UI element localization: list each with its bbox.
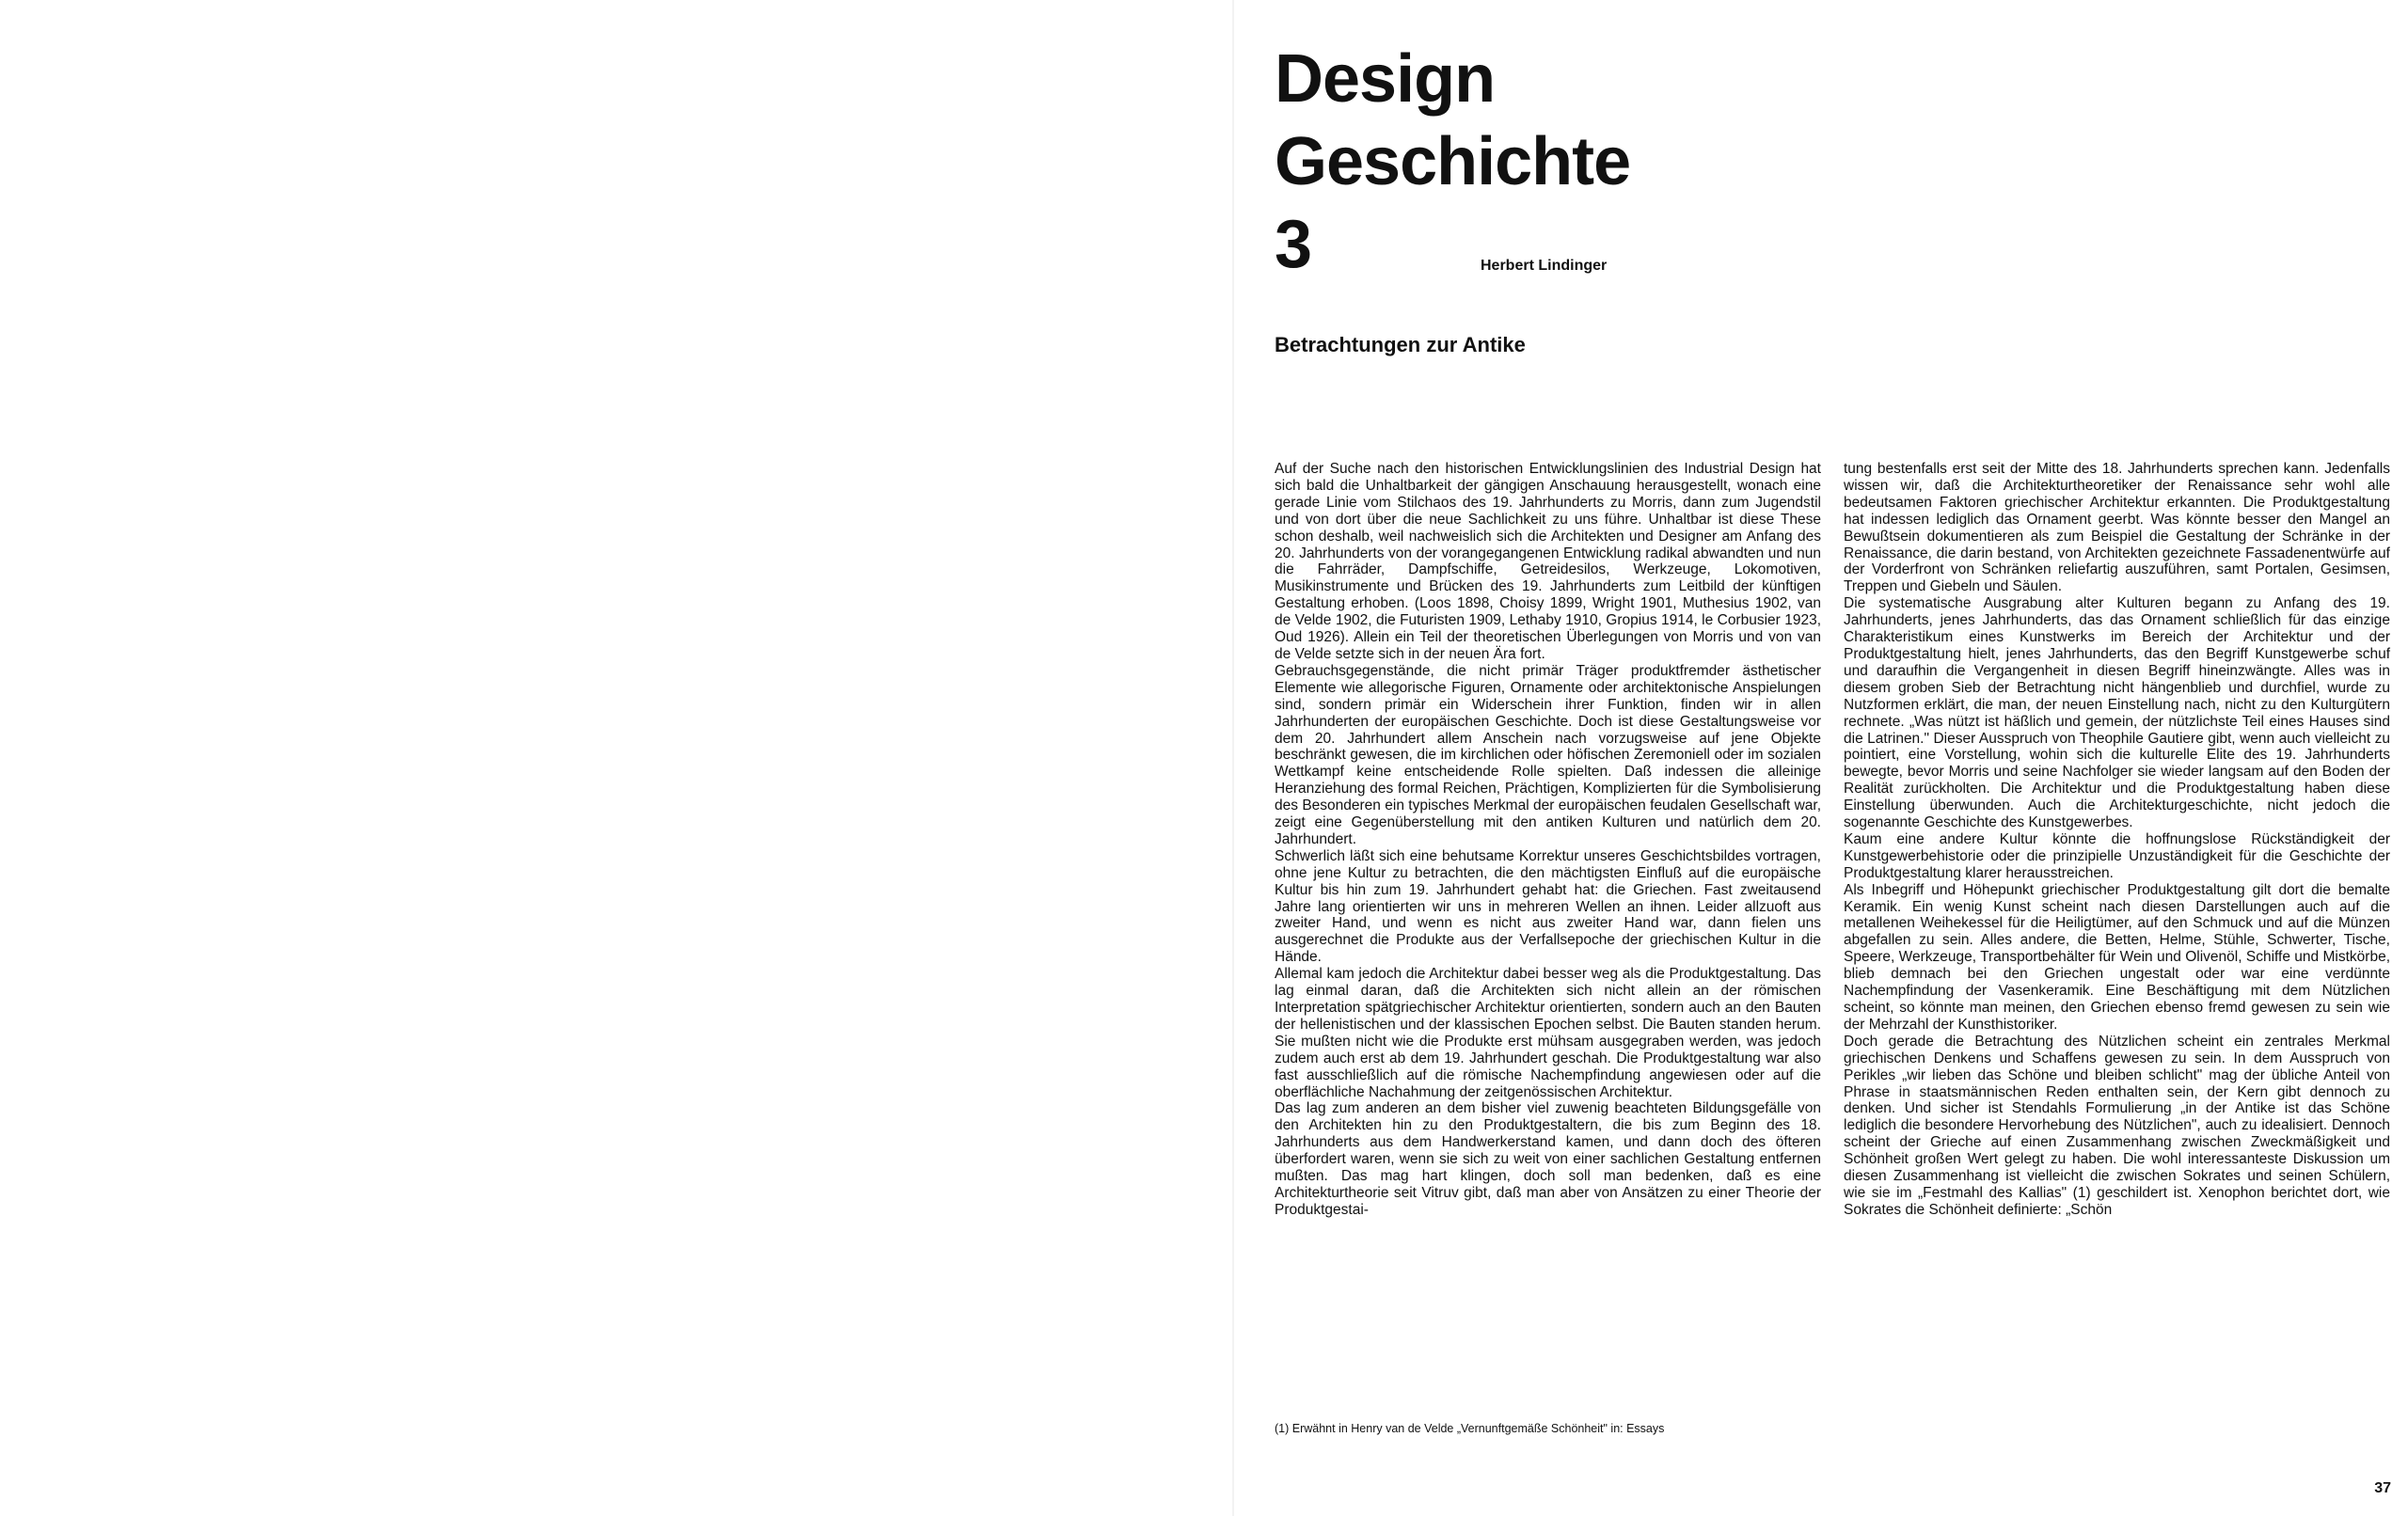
title-number: 3 xyxy=(1275,207,1312,282)
footnote: (1) Erwähnt in Henry van de Velde „Vernunftgemäße Schönheit" in: Essays xyxy=(1275,1422,1665,1435)
paragraph: Die systematische Ausgrabung alter Kulturen begann zu Anfang des 19. Jahrhunderts, jenes Jahrhunderts, das das Ornament schließlich für das einzige Charakteristikum eines Kunstwerks im Bereich der Architektur und der Produktgestaltung hielt, jenes Jahrhunderts, das den Begriff Kunstgewerbe schuf und daraufhin die Vergangenheit in diesen Begriff hineinzwängte. Alles was in diesem groben Sieb der Betrachtung nicht hängenblieb und durchfiel, wurde zu Nutzformen erklärt, die man, der neuen Einstellung nach, nicht zu den Kulturgütern rechnete. „Was nützt ist häßlich und gemein, der nützlichste Teil eines Hauses sind die Latrinen." Dieser Ausspruch von Theophile Gautiere gibt, wenn auch vielleicht zu pointiert, eine Vorstellung, wohin sich die kulturelle Elite des 19. Jahrhunderts bewegte, bevor Morris und seine Nachfolger sie wieder langsam auf den Boden der Realität zurückholten. Die Architektur und die Produktgestaltung haben diese Einstellung überwunden. Auch die Architekturgeschichte, nicht jedoch die sogenannte Geschichte des Kunstgewerbes. xyxy=(1844,595,2390,831)
paragraph: Allemal kam jedoch die Architektur dabei besser weg als die Produktgestaltung. Das lag einmal daran, daß die Architekten sich nicht allein an der römischen Interpretation spätgriechischer Architektur orientierten, sondern auch an den Bauten der hellenistischen und der klassischen Epochen selbst. Die Bauten standen herum. Sie mußten nicht wie die Produkte erst mühsam ausgegraben werden, was jedoch zudem auch erst ab dem 19. Jahrhundert geschah. Die Produktgestaltung war also fast ausschließlich auf die römische Nachempfindung angewiesen oder auf die oberflächliche Nachahmung der zeitgenössischen Architektur. xyxy=(1275,966,1821,1100)
paragraph: tung bestenfalls erst seit der Mitte des 18. Jahrhunderts sprechen kann. Jedenfalls wissen wir, daß die Architekturtheoretiker der Renaissance sehr wohl alle bedeutsamen Faktoren griechischer Architektur erkannten. Die Produktgestaltung hat indessen lediglich das Ornament geerbt. Was könnte besser den Mangel an Bewußtsein dokumentieren als zum Beispiel die Gestaltung der Schränke in der Renaissance, die darin bestand, von Architekten gezeichnete Fassadenentwürfe auf der Vorderfront von Schränken reliefartig auszuführen, samt Portalen, Gesimsen, Treppen und Giebeln und Säulen. xyxy=(1844,461,2390,595)
article-subtitle: Betrachtungen zur Antike xyxy=(1275,333,1526,356)
paragraph: Auf der Suche nach den historischen Entwicklungslinien des Industrial Design hat sich bald die Unhaltbarkeit der gängigen Anschauung herausgestellt, wonach eine gerade Linie vom Stilchaos des 19. Jahrhunderts zu Morris, dann zum Jugendstil und von dort über die neue Sachlichkeit zu uns führe. Unhaltbar ist diese These schon deshalb, weil nachweislich sich die Architekten und Designer am Anfang des 20. Jahrhunderts von der vorangegangenen Entwicklung radikal abwandten und nun die Fahrräder, Dampfschiffe, Getreidesilos, Werkzeuge, Lokomotiven, Musikinstrumente und Brücken des 19. Jahrhunderts zum Leitbild der künftigen Gestaltung erhoben. (Loos 1898, Choisy 1899, Wright 1901, Muthesius 1902, van de Velde 1902, die Futuristen 1909, Lethaby 1910, Gropius 1914, le Corbusier 1923, Oud 1926). Allein ein Teil der theoretischen Überlegungen von Morris und von van de Velde setzte sich in der neuen Ära fort. xyxy=(1275,461,1821,662)
paragraph: Als Inbegriff und Höhepunkt griechischer Produktgestaltung gilt dort die bemalte Keramik. Ein wenig Kunst scheint nach diesen Darstellungen auch auf die metallenen Weihekessel für die Heiligtümer, auf den Schmuck und auf die Münzen abgefallen zu sein. Alles andere, die Betten, Helme, Stühle, Schwerter, Tische, Speere, Werkzeuge, Transportbehälter für Wein und Olivenöl, Schiffe und Mistkörbe, blieb demnach bei den Griechen ungestalt oder war eine verdünnte Nachempfindung der Vasenkeramik. Eine Beschäftigung mit dem Nützlichen scheint, so könnte man meinen, den Griechen ebenso fremd gewesen zu sein wie der Mehrzahl der Kunsthistoriker. xyxy=(1844,881,2390,1033)
title-geschichte: Geschichte xyxy=(1275,124,1631,199)
text-column-left xyxy=(1275,461,1821,1516)
paragraph: Doch gerade die Betrachtung des Nützlichen scheint ein zentrales Merkmal griechischen Denkens und Schaffens gewesen zu sein. In dem Ausspruch von Perikles „wir lieben das Schöne und bleiben schlicht" mag der übliche Anteil von Phrase in staatsmännischen Reden enthalten sein, der Kern gibt dennoch zu denken. Und sicher ist Stendahls Formulierung „in der Antike ist das Schöne lediglich die besondere Hervorhebung des Nützlichen", auch zu idealisiert. Dennoch scheint der Grieche auf einen Zusammenhang zwischen Zweckmäßigkeit und Schönheit großen Wert gelegt zu haben. Die wohl interessanteste Diskussion um diesen Zusammenhang ist vielleicht die zwischen Sokrates und seinen Schülern, wie sie im „Festmahl des Kallias" (1) geschildert ist. Xenophon berichtet dort, wie Sokrates die Schönheit definierte: „Schön xyxy=(1844,1033,2390,1218)
paragraph: Kaum eine andere Kultur könnte die hoffnungslose Rückständigkeit der Kunstgewerbehistorie oder die prinzipielle Unzuständigkeit für die Geschichte der Produktgestaltung klarer herausstreichen. xyxy=(1844,830,2390,881)
paragraph: Schwerlich läßt sich eine behutsame Korrektur unseres Geschichtsbildes vortragen, ohne jene Kultur zu betrachten, die den mächtigsten Einfluß auf die europäische Kultur bis hin zum 19. Jahrhundert gehabt hat: die Griechen. Fast zweitausend Jahre lang orientierten wir uns in mehreren Wellen an ihnen. Leider allzuoft aus zweiter Hand, und wenn es nicht aus zweiter Hand war, dann fielen uns ausgerechnet die Produkte aus der Verfallsepoche der griechischen Kultur in die Hände. xyxy=(1275,847,1821,966)
text-column-right xyxy=(1844,461,2390,1516)
paragraph: Das lag zum anderen an dem bisher viel zuwenig beachteten Bildungsgefälle von den Architekten hin zu den Produktgestaltern, die bis zum Beginn des 18. Jahrhunderts aus dem Handwerkerstand kamen, und dann doch des öfteren überfordert waren, wenn sie sich zu weit von einer sachlichen Gestaltung entfernen mußten. Das mag hart klingen, doch soll man bedenken, daß es eine Architekturtheorie seit Vitruv gibt, daß man aber von Ansätzen zu einer Theorie der Produktgestai- xyxy=(1275,1100,1821,1218)
title-design: Design xyxy=(1275,41,1496,117)
author-name: Herbert Lindinger xyxy=(1481,258,1608,274)
page-gutter xyxy=(1232,0,1234,1516)
paragraph: Gebrauchsgegenstände, die nicht primär Träger produktfremder ästhetischer Elemente wie allegorische Figuren, Ornamente oder architektonische Anspielungen sind, sondern primär ein Widerschein ihrer Funktion, finden wir in allen Jahrhunderten der europäischen Geschichte. Doch ist diese Gestaltungsweise vor dem 20. Jahrhundert allem Anschein nach vorzugsweise auf jene Objekte beschränkt gewesen, die im kirchlichen oder höfischen Zeremoniell oder im sozialen Wettkampf keine entscheidende Rolle spielten. Daß indessen die alleinige Heranziehung des formal Reichen, Prächtigen, Komplizierten für die Symbolisierung des Besonderen ein typisches Merkmal der europäischen feudalen Gesellschaft war, zeigt eine Gegenüberstellung mit den antiken Kulturen und natürlich dem 20. Jahrhundert. xyxy=(1275,662,1821,847)
page-number: 37 xyxy=(2374,1480,2391,1496)
